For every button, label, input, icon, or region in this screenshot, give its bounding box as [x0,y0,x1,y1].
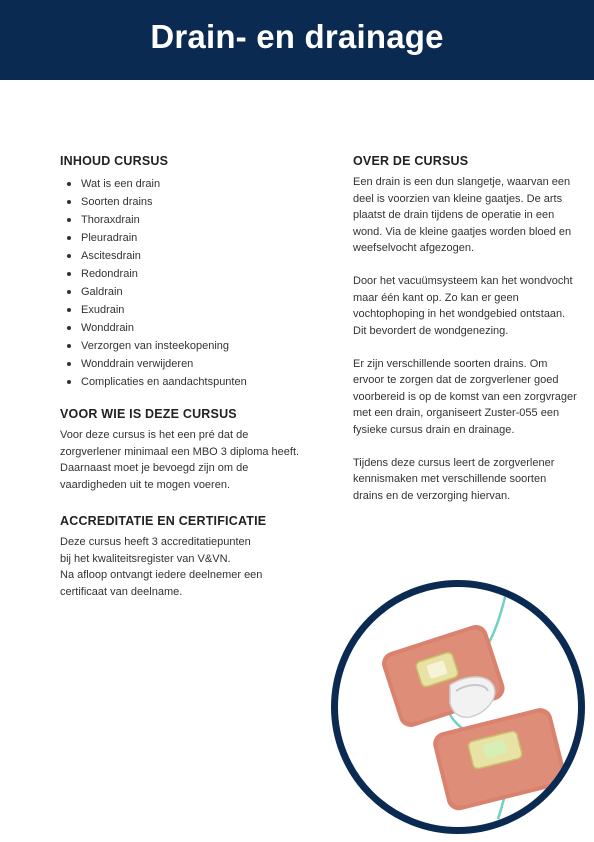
list-item: Soorten drains [60,193,310,211]
inhoud-list [60,175,310,391]
list-item: Thoraxdrain [60,211,310,229]
list-item: Wonddrain verwijderen [60,355,310,373]
right-column [353,152,578,504]
accreditatie-line: Deze cursus heeft 3 accreditatiepunten [60,536,251,548]
page-title: Drain- en drainage [150,18,444,55]
list-item: Exudrain [60,301,310,319]
voor-wie-heading: VOOR WIE IS DEZE CURSUS [60,407,237,421]
lower-dressing [431,706,569,813]
accreditatie-heading: ACCREDITATIE EN CERTIFICATIE [60,514,267,528]
over-heading: OVER DE CURSUS [353,154,469,168]
list-item: Wonddrain [60,319,310,337]
over-paragraph: Door het vacuümsysteem kan het wondvocht maar één kant op. Zo kan er geen vochtophoping in het wondgebied ontstaan. Dit bevordert de wondgenezing. [353,275,573,337]
over-paragraph: Tijdens deze cursus leert de zorgverlener kennismaken met verschillende soorten drains en de verzorging hiervan. [353,456,555,502]
list-item: Verzorgen van insteekopening [60,337,310,355]
accreditatie-text [60,534,310,600]
list-item: Pleuradrain [60,229,310,247]
accreditatie-line: Na afloop ontvangt iedere deelnemer een [60,569,263,581]
left-column [60,152,310,600]
list-item: Ascitesdrain [60,247,310,265]
drain-photo [331,580,585,834]
voor-wie-text: Voor deze cursus is het een pré dat de zorgverlener minimaal een MBO 3 diploma heeft. Daarnaast moet je bevoegd zijn om de vaardigheden uit te mogen voeren. [60,429,300,491]
list-item: Wat is een drain [60,175,310,193]
list-item: Redondrain [60,265,310,283]
drain-illustration [338,587,578,827]
white-clip [450,677,495,717]
accreditatie-line: certificaat van deelname. [60,585,183,598]
over-paragraph: Een drain is een dun slangetje, waarvan een deel is voorzien van kleine gaatjes. De arts plaatst de drain tijdens de operatie in een wond. Via de kleine gaatjes worden bloed en weefselvocht afgezogen. [353,176,572,254]
page-header [0,0,594,80]
accreditatie-line: bij het kwaliteitsregister van V&VN. [60,552,231,565]
list-item: Complicaties en aandachtspunten [60,373,310,391]
inhoud-heading: INHOUD CURSUS [60,154,169,168]
over-paragraph: Er zijn verschillende soorten drains. Om ervoor te zorgen dat de zorgverlener goed voorbereid is op de komst van een zorgvrager met een drain, organiseert Zuster-055 een fysieke cursus drain en drainage. [353,357,577,436]
upper-dressing [379,622,508,730]
list-item: Galdrain [60,283,310,301]
